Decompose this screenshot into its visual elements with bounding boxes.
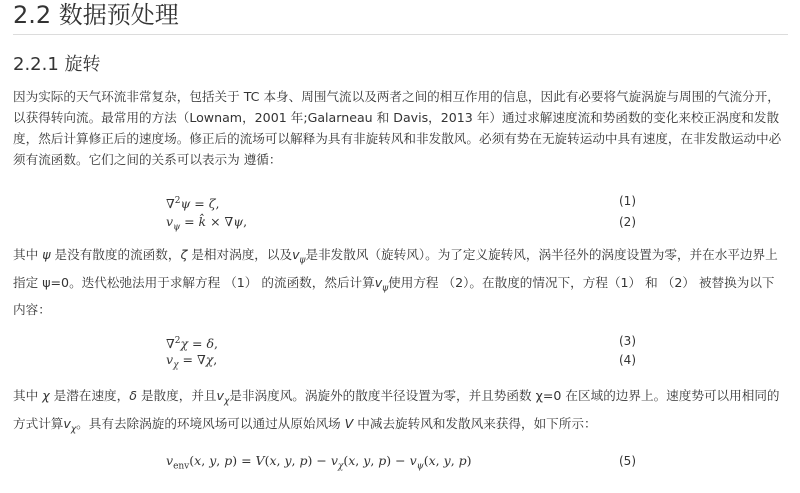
symbol-chi-subscript: χ (70, 424, 77, 435)
paragraph-streamfunction (13, 244, 783, 320)
symbol-chi-subscript: χ (223, 396, 230, 407)
equation-1-expression: ∇$^2$ψ = ζ, (166, 196, 220, 212)
symbol-v: v (374, 274, 383, 290)
equation-4 (166, 350, 636, 370)
symbol-v: v (63, 415, 71, 431)
equation-2-number: (2) (619, 215, 636, 229)
text-segment: 是相对涡度，以及 (187, 247, 293, 262)
text-segment: 其中 (13, 388, 43, 403)
symbol-zeta: ζ (180, 247, 188, 262)
symbol-v: v (216, 388, 224, 403)
text-segment: 是没有散度的流函数， (50, 247, 181, 262)
equation-5 (166, 451, 636, 471)
equation-2 (166, 212, 636, 232)
paragraph-velocity-potential (13, 385, 783, 440)
equation-3-expression: ∇$^2$χ = δ, (166, 336, 218, 352)
text-segment: 是非涡度风。涡旋外的散度半径设置为零，并且势函数 χ=0 在区域的边界上。速度势可以用相同的方式计算 (13, 388, 780, 431)
symbol-chi: χ (42, 388, 50, 403)
subsection-title: 2.2.1 旋转 (13, 54, 101, 75)
section-title-divider (13, 34, 788, 35)
text-segment: 是非发散风（旋转风）。为了定义旋转风，涡半径外的涡度设置为零，并在水平边界上指定 ψ=0。迭代松弛法用于求解方程 （1） 的流函数，然后计算 (13, 247, 778, 290)
text-segment: 中减去旋转风和发散风来获得，如下所示： (353, 415, 597, 431)
paragraph-intro: 因为实际的天气环流非常复杂，包括关于 TC 本身、周围气流以及两者之间的相互作用的信息，因此有必要将气旋涡旋与周围的气流分开，以获得转向流。最常用的方法（Lownam，2001 年;Galarneau 和 Davis，2013 年）通过求解速度流和势函数的变化来校正涡度和发散度，然后计算修正后的速度场。修正后的流场可以解释为具有非旋转风和非发散风。必须有势在无旋转运动中具有速度，在非发散运动中必须有流函数。它们之间的关系可以表示为 遵循： (13, 89, 782, 167)
equation-3-number: (3) (619, 334, 636, 348)
symbol-V: V (344, 415, 354, 431)
text-segment: 是散度，并且 (136, 388, 217, 403)
equation-1 (166, 191, 636, 211)
text-segment: 。具有去除涡旋的环境风场可以通过从原始风场 (76, 415, 345, 431)
section-title: 2.2 数据预处理 (13, 1, 179, 29)
symbol-delta: δ (129, 388, 137, 403)
text-segment: 其中 (13, 247, 43, 262)
text-segment: 是潜在速度， (49, 388, 130, 403)
symbol-psi: ψ (42, 247, 51, 262)
equation-2-expression: $v_\psi$ = k̂ × ∇ψ, (166, 214, 248, 233)
symbol-psi-subscript: ψ (382, 283, 389, 294)
equation-5-number: (5) (619, 454, 636, 468)
symbol-psi-subscript: ψ (299, 255, 306, 266)
equation-4-number: (4) (619, 353, 636, 367)
text-segment: 使用方程 （2）。在散度的情况下，方程（1） 和 （2） 被替换为以下内容： (13, 274, 775, 318)
equation-5-expression: $v_{env}(x$, y, p) = V(x, y, $p) - v_\chi(x$, y, $p) - v_\psi(x$, y, p) (166, 453, 472, 472)
equation-4-expression: $v_\chi = \nabla\chi$, (166, 352, 218, 371)
equation-1-number: (1) (619, 194, 636, 208)
symbol-v: v (292, 247, 300, 262)
equation-3 (166, 331, 636, 351)
